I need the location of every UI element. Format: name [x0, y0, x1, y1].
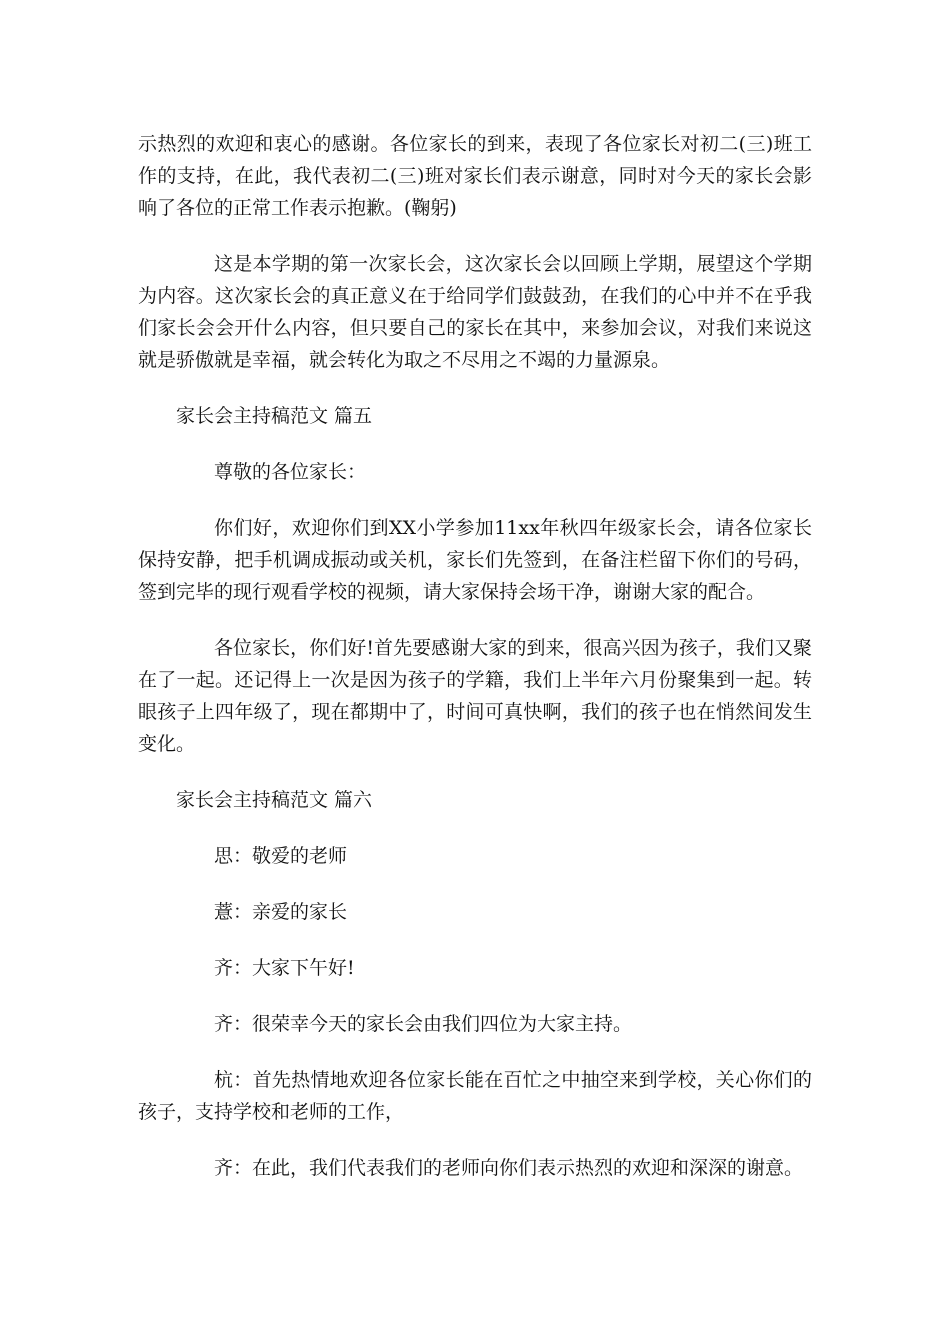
document-body	[138, 128, 812, 1208]
dialog-line-qi-hosting: 齐：很荣幸今天的家长会由我们四位为大家主持。	[214, 1013, 633, 1035]
dialog-line-hang: 杭：首先热情地欢迎各位家长能在百忙之中抽空来到学校，关心你们的孩子，支持学校和老师的工作，	[138, 1069, 812, 1123]
paragraph-salutation: 尊敬的各位家长：	[214, 461, 367, 483]
dialog-line-yi: 薏：亲爱的家长	[214, 901, 348, 923]
paragraph-greeting-parents: 各位家长，你们好!首先要感谢大家的到来，很高兴因为孩子，我们又聚在了一起。还记得上一次是因为孩子的学籍，我们上半年六月份聚集到一起。转眼孩子上四年级了，现在都期中了，时间可真快啊，我们的孩子也在悄然间发生变化。	[138, 637, 812, 755]
dialog-line-qi-thanks: 齐：在此，我们代表我们的老师向你们表示热烈的欢迎和深深的谢意。	[214, 1157, 804, 1179]
paragraph-meeting-purpose: 这是本学期的第一次家长会，这次家长会以回顾上学期，展望这个学期为内容。这次家长会的真正意义在于给同学们鼓鼓劲，在我们的心中并不在乎我们家长会会开什么内容，但只要自己的家长在其中，来参加会议，对我们来说这就是骄傲就是幸福，就会转化为取之不尽用之不竭的力量源泉。	[138, 253, 812, 371]
paragraph-welcome-instructions: 你们好，欢迎你们到XX小学参加11xx年秋四年级家长会，请各位家长保持安静，把手机调成振动或关机，家长们先签到，在备注栏留下你们的号码，签到完毕的现行观看学校的视频，请大家保持会场干净，谢谢大家的配合。	[138, 517, 812, 603]
dialog-line-qi-greeting: 齐：大家下午好!	[214, 957, 355, 979]
paragraph-welcome-thanks: 示热烈的欢迎和衷心的感谢。各位家长的到来，表现了各位家长对初二(三)班工作的支持，在此，我代表初二(三)班对家长们表示谢意，同时对今天的家长会影响了各位的正常工作表示抱歉。(鞠躬)	[138, 133, 812, 219]
section-heading-part-five: 家长会主持稿范文 篇五	[176, 405, 373, 427]
dialog-line-si: 思：敬爱的老师	[214, 845, 348, 867]
section-heading-part-six: 家长会主持稿范文 篇六	[176, 789, 373, 811]
